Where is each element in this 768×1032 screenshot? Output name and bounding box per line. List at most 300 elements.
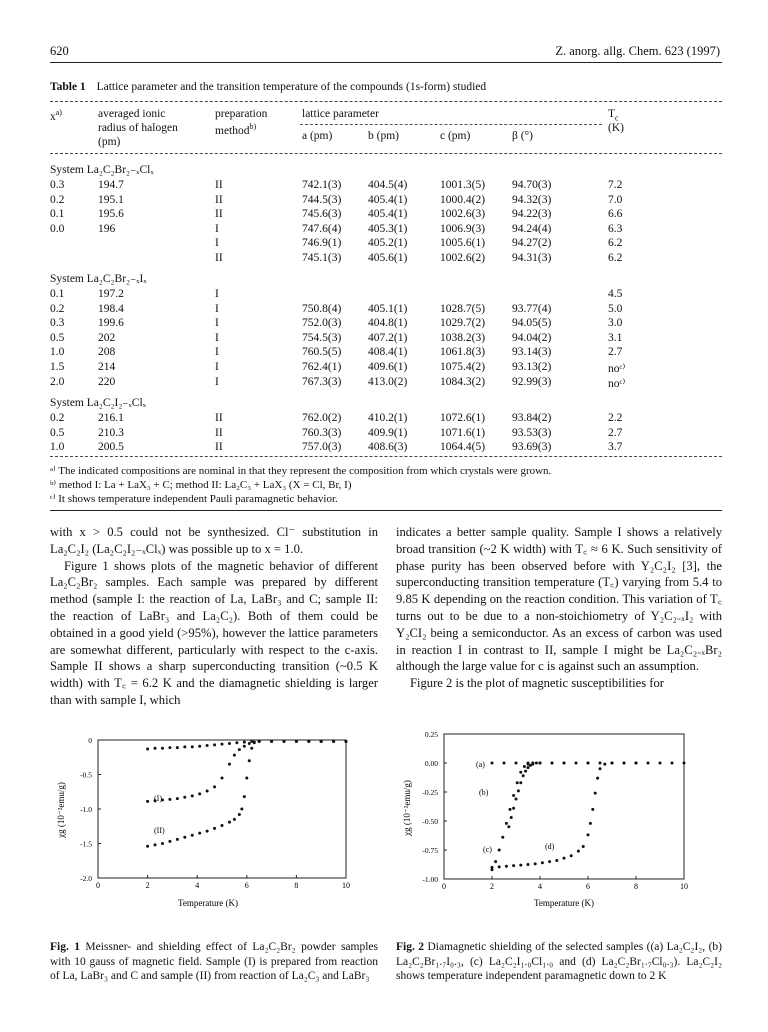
table-cell-a: 746.9(1) xyxy=(302,237,342,250)
table-cell-radius: 194.7 xyxy=(98,179,124,191)
x-tick-label: 2 xyxy=(490,882,494,891)
table-cell-b: 408.6(3) xyxy=(368,441,408,454)
table-cell-tc: 6.3 xyxy=(608,222,623,235)
table-cell-beta: 93.84(2) xyxy=(512,412,552,424)
data-point xyxy=(507,825,510,828)
fig2-label-a: (a) xyxy=(476,760,485,769)
table-cell-c: 1061.8(3) xyxy=(440,346,486,359)
data-point xyxy=(183,796,186,799)
table-cell-b: 405.4(1) xyxy=(368,208,408,221)
y-tick-label: -1.5 xyxy=(80,839,92,849)
data-point xyxy=(191,745,194,748)
data-point xyxy=(183,836,186,839)
x-tick-label: 0 xyxy=(442,882,446,891)
table-cell-a: 760.3(3) xyxy=(302,426,342,439)
data-point xyxy=(522,774,525,777)
header-rule xyxy=(50,62,722,63)
figure-2-caption xyxy=(396,940,722,984)
table-cell-beta: 93.69(3) xyxy=(512,441,552,454)
data-point xyxy=(248,759,251,762)
system-label: System La₂C₂I₂₋ₓClₓ xyxy=(50,397,147,409)
table-cell-a: 752.0(3) xyxy=(302,317,342,330)
data-point xyxy=(213,743,216,746)
table-cell-radius: 220 xyxy=(98,375,116,388)
data-point xyxy=(611,762,614,765)
table-cell-x: 0.1 xyxy=(50,288,65,300)
table-cell-c: 1006.9(3) xyxy=(440,222,486,235)
fig1-label-II: (II) xyxy=(154,826,165,835)
y-tick-label: -0.25 xyxy=(422,788,438,797)
table-cell-method: II xyxy=(215,179,223,191)
table-cell-method: II xyxy=(215,412,223,424)
table-cell-tc: 3.1 xyxy=(608,331,623,344)
data-point xyxy=(221,824,224,827)
data-point xyxy=(517,789,520,792)
table-cell-c: 1075.4(2) xyxy=(440,361,486,373)
body-left-column xyxy=(50,524,378,709)
data-point xyxy=(596,777,599,780)
body-right-paragraph-1: indicates a better sample quality. Sample I shows a relatively broad transition (~2 K width) with T꜀ ≈ 6 K. Such sensitivity of phase purity has been observed before with Y₂C₂I₂ [3], the superconducting transition temperature (T꜀) varying from 5.4 to 9.85 K depending on the reaction condition. This variation of T꜀ turns out to be due to a non-stoichiometry of Y₂C₂₋ₓI₂ with Y₂CI₂ being a semiconductor. As an excess of carbon was used in reaction I in contrast to II, sample I might be La₂C₂₋ₓBr₂ although the large value for c is against such an assumption. xyxy=(396,525,722,674)
table-cell-x: 0.2 xyxy=(50,193,65,206)
data-point xyxy=(491,866,494,869)
header-radius-1: averaged ionic xyxy=(98,108,166,120)
table-cell-a: 745.6(3) xyxy=(302,208,342,221)
header-radius-3: (pm) xyxy=(98,136,121,148)
data-point xyxy=(243,795,246,798)
footnote-b: ᵇ⁾ method I: La + LaX₃ + C; method II: La₂C₃ + LaX₃ (X = Cl, Br, I) xyxy=(50,479,352,491)
x-tick-label: 0 xyxy=(96,881,100,890)
data-point xyxy=(603,763,606,766)
table-cell-radius: 210.3 xyxy=(98,426,124,439)
table-cell-a: 767.3(3) xyxy=(302,375,342,388)
data-point xyxy=(505,865,508,868)
table-cell-method: I xyxy=(215,222,219,235)
table-cell-radius: 199.6 xyxy=(98,317,124,330)
table-cell-x: 2.0 xyxy=(50,375,65,388)
footnote-c: ᶜ⁾ It shows temperature independent Pauli paramagnetic behavior. xyxy=(50,493,338,505)
table-cell-radius: 214 xyxy=(98,361,116,373)
fig2-ylabel: χg (10⁻²emu/g) xyxy=(402,780,412,836)
table-cell-radius: 202 xyxy=(98,331,116,344)
table-cell-x: 1.0 xyxy=(50,441,65,454)
data-point xyxy=(235,741,238,744)
table-cell-tc: 2.2 xyxy=(608,412,623,424)
table-cell-x: 0.2 xyxy=(50,302,65,315)
table-cell-method: II xyxy=(215,252,223,264)
table-cell-b: 405.6(1) xyxy=(368,252,408,264)
data-point xyxy=(548,860,551,863)
table-cell-a: 747.6(4) xyxy=(302,222,342,235)
fig1-ylabel: χg (10⁻²emu/g) xyxy=(56,782,66,838)
data-point xyxy=(527,766,530,769)
data-point xyxy=(491,762,494,765)
data-point xyxy=(599,762,602,765)
data-point xyxy=(228,821,231,824)
table-cell-radius: 195.1 xyxy=(98,193,124,206)
table-cell-a: 745.1(3) xyxy=(302,252,342,264)
table-cell-x: 0.3 xyxy=(50,317,65,330)
header-a: a (pm) xyxy=(302,130,333,142)
table-cell-radius: 198.4 xyxy=(98,302,124,315)
data-point xyxy=(243,741,246,744)
fig2-label-b: (b) xyxy=(479,788,489,797)
y-tick-label: 0.00 xyxy=(424,759,438,768)
table-cell-beta: 94.32(3) xyxy=(512,193,552,206)
data-point xyxy=(283,740,286,743)
table-cell-c: 1001.3(5) xyxy=(440,179,486,191)
table-caption-label: Table 1 xyxy=(50,81,86,93)
table-cell-method: I xyxy=(215,346,219,359)
data-point xyxy=(250,740,253,743)
table-cell-method: I xyxy=(215,375,219,388)
table-cell-c: 1002.6(2) xyxy=(440,252,486,264)
y-tick-label: -0.75 xyxy=(422,846,438,855)
data-point xyxy=(575,762,578,765)
table-cell-b: 408.4(1) xyxy=(368,346,408,359)
table-cell-a: 757.0(3) xyxy=(302,441,342,454)
data-point xyxy=(154,747,157,750)
data-point xyxy=(555,859,558,862)
data-point xyxy=(623,762,626,765)
data-point xyxy=(206,830,209,833)
header-c: c (pm) xyxy=(440,130,471,142)
table-cell-method: I xyxy=(215,302,219,315)
data-point xyxy=(248,742,251,745)
x-tick-label: 6 xyxy=(244,881,249,890)
table-cell-beta: 93.13(2) xyxy=(512,361,552,373)
x-tick-label: 2 xyxy=(145,881,150,890)
fig2-caption-label: Fig. 2 xyxy=(396,941,425,953)
data-point xyxy=(198,792,201,795)
y-tick-label: -1.00 xyxy=(422,875,438,884)
table-cell-b: 413.0(2) xyxy=(368,375,408,388)
table-cell-c: 1028.7(5) xyxy=(440,302,486,315)
table-cell-b: 405.1(1) xyxy=(368,302,408,315)
table-cell-tc: 2.7 xyxy=(608,426,623,439)
fig2-caption-text: Diamagnetic shielding of the selected samples ((a) La₂C₂I₂, (b) La₂C₂Br₁.₇I₀.₃, (c) La₂C₂I₁.₀Cl₁.₀ and (d) La₂C₂Br₁.₇Cl₀.₃). La₂C₂I₂ shows temperature independent paramagnetic down to 2 K xyxy=(396,941,722,983)
system-label: System La₂C₂Br₂₋ₓIₓ xyxy=(50,273,147,285)
table-cell-tc: 4.5 xyxy=(608,288,623,300)
table-cell-x: 0.2 xyxy=(50,412,65,424)
table-cell-tc: 2.7 xyxy=(608,346,623,359)
table-cell-c: 1084.3(2) xyxy=(440,375,486,388)
table-cell-method: II xyxy=(215,441,223,454)
x-tick-label: 10 xyxy=(680,882,688,891)
table-cell-tc: 6.2 xyxy=(608,237,623,250)
data-point xyxy=(523,765,526,768)
data-point xyxy=(250,747,253,750)
table-cell-method: II xyxy=(215,193,223,206)
table-cell-x: 1.5 xyxy=(50,361,65,373)
data-point xyxy=(591,808,594,811)
x-tick-label: 4 xyxy=(538,882,542,891)
data-point xyxy=(589,822,592,825)
data-point xyxy=(243,745,246,748)
table-cell-x: 0.3 xyxy=(50,179,65,191)
table-cell-tc: 7.2 xyxy=(608,179,623,191)
table-cell-b: 407.2(1) xyxy=(368,331,408,344)
data-point xyxy=(233,818,236,821)
table-cell-c: 1072.6(1) xyxy=(440,412,486,424)
data-point xyxy=(531,763,534,766)
data-point xyxy=(228,763,231,766)
table-cell-radius: 195.6 xyxy=(98,208,124,221)
data-point xyxy=(599,767,602,770)
table-cell-radius: 200.5 xyxy=(98,441,124,454)
table-cell-a: 744.5(3) xyxy=(302,193,342,206)
table-cell-b: 405.2(1) xyxy=(368,237,408,250)
data-point xyxy=(258,740,261,743)
data-point xyxy=(570,854,573,857)
table-cell-a: 762.0(2) xyxy=(302,412,342,424)
header-beta: β (°) xyxy=(512,130,533,142)
data-point xyxy=(494,860,497,863)
data-point xyxy=(519,864,522,867)
fig2-label-d: (d) xyxy=(545,842,555,851)
table-cell-beta: 93.77(4) xyxy=(512,302,552,315)
data-point xyxy=(146,747,149,750)
data-point xyxy=(512,807,515,810)
x-tick-label: 10 xyxy=(342,881,350,890)
data-point xyxy=(238,813,241,816)
data-point xyxy=(191,794,194,797)
header-prep-2: method$^{b)}$ xyxy=(215,122,257,137)
data-point xyxy=(587,762,590,765)
table-cell-c: 1071.6(1) xyxy=(440,426,486,439)
table-cell-b: 404.8(1) xyxy=(368,317,408,330)
table-cell-b: 405.3(1) xyxy=(368,222,408,235)
data-point xyxy=(503,762,506,765)
data-point xyxy=(498,849,501,852)
header-bottom-rule xyxy=(50,153,722,154)
fig2-label-c: (c) xyxy=(483,845,492,854)
data-point xyxy=(635,762,638,765)
header-b: b (pm) xyxy=(368,130,399,142)
table-caption xyxy=(50,81,486,93)
table-cell-beta: 94.24(4) xyxy=(512,222,552,235)
y-tick-label: -2.0 xyxy=(80,874,92,883)
data-point xyxy=(161,842,164,845)
fig1-label-I: (I) xyxy=(154,794,162,803)
data-point xyxy=(228,742,231,745)
header-prep-1: preparation xyxy=(215,108,268,120)
table-bottom-rule xyxy=(50,456,722,457)
data-point xyxy=(498,865,501,868)
figure-1-chart xyxy=(50,730,368,910)
table-cell-b: 409.6(1) xyxy=(368,361,408,373)
table-cell-beta: 94.22(3) xyxy=(512,208,552,221)
table-cell-a: 750.8(4) xyxy=(302,302,342,315)
table-cell-x: 0.1 xyxy=(50,208,65,221)
table-cell-beta: 94.04(2) xyxy=(512,331,552,344)
data-point xyxy=(198,745,201,748)
data-point xyxy=(221,743,224,746)
fig1-xlabel: Temperature (K) xyxy=(177,898,239,908)
y-tick-label: -1.0 xyxy=(80,805,92,814)
fig1-caption-text: Meissner- and shielding effect of La₂C₂Br₂ powder samples with 10 gauss of magnetic field. Sample (I) is prepared from reaction of La, LaBr₃ and C and sample (II) from reaction of La₂C₃ and LaBr₃ xyxy=(50,941,378,983)
data-point xyxy=(238,748,241,751)
data-point xyxy=(515,762,518,765)
header-lattice: lattice parameter xyxy=(302,108,379,120)
table-cell-method: I xyxy=(215,361,219,373)
data-point xyxy=(161,747,164,750)
data-point xyxy=(683,762,686,765)
data-point xyxy=(534,862,537,865)
system-label: System La₂C₂Br₂₋ₓClₓ xyxy=(50,164,154,176)
table-cell-c: 1005.6(1) xyxy=(440,237,486,250)
x-tick-label: 4 xyxy=(195,881,200,890)
header-tc: $T_c$ xyxy=(608,108,619,123)
table-cell-c: 1029.7(2) xyxy=(440,317,486,330)
table-cell-a: 760.5(5) xyxy=(302,346,342,359)
data-point xyxy=(240,808,243,811)
table-cell-b: 404.5(4) xyxy=(368,179,408,191)
figure-2-chart xyxy=(396,724,722,910)
table-cell-b: 410.2(1) xyxy=(368,412,408,424)
x-tick-label: 8 xyxy=(634,882,638,891)
table-cell-radius: 196 xyxy=(98,222,116,235)
table-cell-c: 1064.4(5) xyxy=(440,441,486,454)
data-point xyxy=(582,845,585,848)
x-tick-label: 6 xyxy=(586,882,590,891)
data-point xyxy=(539,762,542,765)
data-point xyxy=(512,794,515,797)
body-left-paragraph-2: Figure 1 shows plots of the magnetic behavior of different La₂C₂Br₂ samples. Each sample was prepared by different method (sample I: the reaction of La, LaBr₃ and C; sample II: the reaction of LaBr₃ and La₂C₂). Both of them could be obtained in a good yield (>95%), however the lattice parameters are somewhat different, particularly with respect to the c-axis. Sample II shows a sharp superconducting transition (~0.5 K width) with T꜀ = 6.2 K and the diamagnetic shielding is larger than with sample I, which xyxy=(50,558,378,707)
data-point xyxy=(307,740,310,743)
table-cell-radius: 208 xyxy=(98,346,116,359)
data-point xyxy=(146,800,149,803)
x-tick-label: 8 xyxy=(294,881,299,890)
data-point xyxy=(647,762,650,765)
data-point xyxy=(213,827,216,830)
data-point xyxy=(176,838,179,841)
data-point xyxy=(551,762,554,765)
page-number: 620 xyxy=(50,44,69,58)
table-cell-c: 1002.6(3) xyxy=(440,208,486,221)
header-radius-2: radius of halogen xyxy=(98,122,178,134)
table-cell-method: I xyxy=(215,331,219,344)
footnote-a: ᵃ⁾ The indicated compositions are nominal in that they represent the composition from which crystals were grown. xyxy=(50,465,552,477)
body-right-paragraph-2: Figure 2 is the plot of magnetic susceptibilities for xyxy=(410,676,664,691)
data-point xyxy=(519,781,522,784)
data-point xyxy=(213,785,216,788)
data-point xyxy=(154,843,157,846)
table-cell-tc: 3.0 xyxy=(608,317,623,330)
data-point xyxy=(501,836,504,839)
table-cell-tc: 6.2 xyxy=(608,252,623,264)
data-point xyxy=(505,822,508,825)
table-cell-tc: noᶜ⁾ xyxy=(608,377,626,390)
y-tick-label: -0.50 xyxy=(422,817,438,826)
table-cell-tc: noᶜ⁾ xyxy=(608,363,626,375)
fig1-caption-label: Fig. 1 xyxy=(50,941,80,953)
body-left-paragraph-1: with x > 0.5 could not be synthesized. Cl⁻ substitution in La₂C₂I₂ (La₂C₂I₂₋ₓClₓ) was possible up to x = 1.0. xyxy=(50,525,378,556)
data-point xyxy=(206,790,209,793)
data-point xyxy=(206,744,209,747)
data-point xyxy=(176,797,179,800)
data-point xyxy=(270,740,273,743)
header-x: $x^{a)}$ xyxy=(50,108,62,123)
data-point xyxy=(168,798,171,801)
table-cell-tc: 5.0 xyxy=(608,302,623,315)
table-cell-b: 405.4(1) xyxy=(368,193,408,206)
data-point xyxy=(510,816,513,819)
data-point xyxy=(671,762,674,765)
table-cell-x: 0.5 xyxy=(50,426,65,439)
y-tick-label: 0.25 xyxy=(424,730,438,739)
data-point xyxy=(146,845,149,848)
figure-1-caption xyxy=(50,940,378,984)
table-cell-x: 0.0 xyxy=(50,222,65,235)
data-point xyxy=(191,834,194,837)
table-cell-method: II xyxy=(215,426,223,439)
data-point xyxy=(587,833,590,836)
fig2-xlabel: Temperature (K) xyxy=(533,898,595,908)
table-cell-radius: 216.1 xyxy=(98,412,124,424)
data-point xyxy=(512,864,515,867)
data-point xyxy=(295,740,298,743)
y-tick-label: -0.5 xyxy=(80,770,92,780)
table-cell-beta: 94.31(3) xyxy=(512,252,552,264)
data-point xyxy=(659,762,662,765)
table-cell-a: 742.1(3) xyxy=(302,179,342,191)
table-cell-method: I xyxy=(215,237,219,250)
data-point xyxy=(516,781,519,784)
data-point xyxy=(332,740,335,743)
journal-reference: Z. anorg. allg. Chem. 623 (1997) xyxy=(555,44,720,58)
table-cell-method: II xyxy=(215,208,223,221)
table-cell-c: 1000.4(2) xyxy=(440,193,486,206)
table-cell-beta: 94.27(2) xyxy=(512,237,552,250)
data-point xyxy=(168,840,171,843)
table-cell-tc: 3.7 xyxy=(608,441,623,454)
data-point xyxy=(233,754,236,757)
data-point xyxy=(527,863,530,866)
table-cell-x: 1.0 xyxy=(50,346,65,359)
header-tc-unit: (K) xyxy=(608,122,624,134)
table-cell-tc: 7.0 xyxy=(608,193,623,206)
footnote-rule xyxy=(50,510,722,511)
table-cell-method: I xyxy=(215,317,219,330)
table-cell-a: 754.5(3) xyxy=(302,331,342,344)
data-point xyxy=(563,762,566,765)
table-cell-beta: 92.99(3) xyxy=(512,375,552,388)
table-top-rule xyxy=(50,101,722,102)
data-point xyxy=(524,770,527,773)
data-point xyxy=(320,740,323,743)
data-point xyxy=(594,792,597,795)
table-cell-beta: 93.14(3) xyxy=(512,346,552,359)
data-point xyxy=(515,797,518,800)
table-cell-beta: 94.05(5) xyxy=(512,317,552,330)
table-cell-a: 762.4(1) xyxy=(302,361,342,373)
data-point xyxy=(245,776,248,779)
data-point xyxy=(541,861,544,864)
y-tick-label: 0 xyxy=(88,736,92,745)
data-point xyxy=(176,746,179,749)
data-point xyxy=(183,745,186,748)
data-point xyxy=(198,832,201,835)
table-cell-radius: 197.2 xyxy=(98,288,124,300)
table-caption-text: Lattice parameter and the transition temperature of the compounds (1s-form) studied xyxy=(96,81,487,93)
table-cell-beta: 93.53(3) xyxy=(512,426,552,439)
data-point xyxy=(563,857,566,860)
data-point xyxy=(509,808,512,811)
data-point xyxy=(345,740,348,743)
fig1-plot-frame xyxy=(98,740,346,878)
data-point xyxy=(535,762,538,765)
body-right-column xyxy=(396,524,722,692)
